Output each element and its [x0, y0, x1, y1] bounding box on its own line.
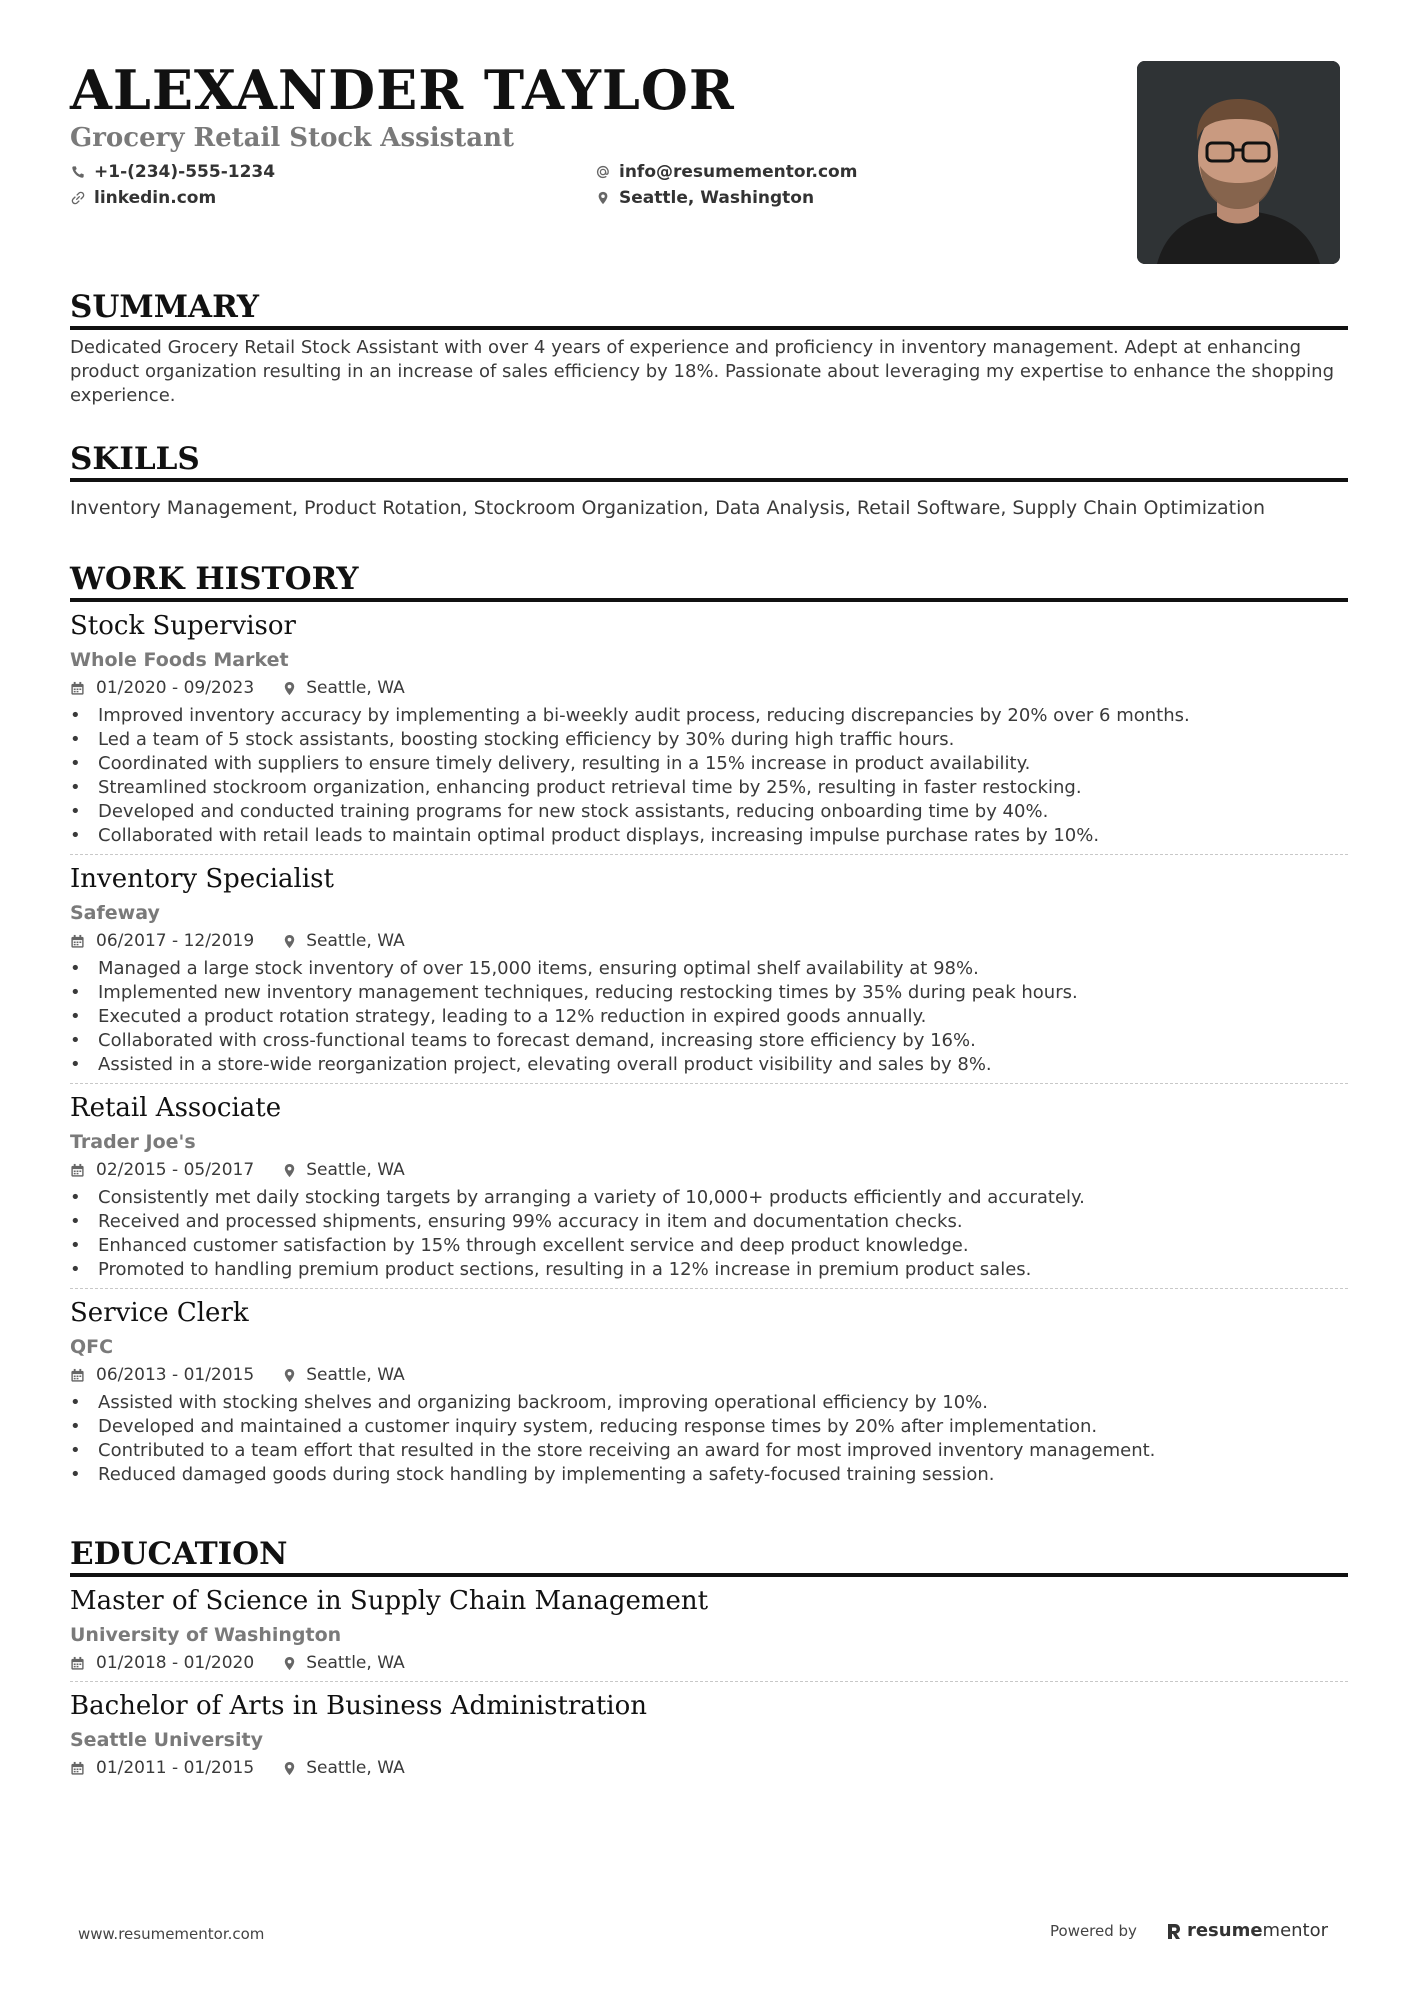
phone-text: +1-(234)-555-1234 [94, 162, 276, 182]
education-heading: EDUCATION [70, 1535, 1348, 1577]
company-name: Whole Foods Market [70, 649, 289, 671]
bullet-item: • Executed a product rotation strategy, leading to a 12% reduction in expired goods annually. [70, 1005, 1348, 1029]
location-pin-icon [282, 1655, 298, 1671]
bullet-item: • Implemented new inventory management techniques, reducing restocking times by 35% during peak hours. [70, 981, 1348, 1005]
contact-linkedin [70, 188, 595, 208]
skills-text: Inventory Management, Product Rotation, Stockroom Organization, Data Analysis, Retail Software, Supply Chain Optimization [70, 497, 1266, 519]
phone-icon [70, 164, 86, 180]
bullet-list [70, 957, 1348, 1077]
bullet-item: • Reduced damaged goods during stock handling by implementing a safety-focused training session. [70, 1463, 1348, 1487]
bullet-item: • Assisted with stocking shelves and organizing backroom, improving operational efficiency by 10%. [70, 1391, 1348, 1415]
summary-text: Dedicated Grocery Retail Stock Assistant with over 4 years of experience and proficiency in inventory management. Adept at enhancing product organization resulting in an increase of sales efficiency by 18%. Passionate about leveraging my expertise to enhance the shopping experience. [70, 337, 1335, 406]
date-range: 01/2020 - 09/2023 [96, 678, 255, 698]
contact-email [595, 162, 870, 182]
bullet-item: • Consistently met daily stocking targets by arranging a variety of 10,000+ products efficiently and accurately. [70, 1186, 1348, 1210]
bullet-item: • Received and processed shipments, ensuring 99% accuracy in item and documentation checks. [70, 1210, 1348, 1234]
calendar-icon [70, 1367, 86, 1383]
header [70, 58, 1348, 208]
degree-title: Master of Science in Supply Chain Management [70, 1586, 709, 1616]
education-entry [70, 1585, 1348, 1682]
date-range: 01/2011 - 01/2015 [96, 1758, 255, 1778]
location-text: Seattle, Washington [619, 188, 815, 208]
bullet-list [70, 1186, 1348, 1282]
job-title: Inventory Specialist [70, 864, 334, 894]
company-name: QFC [70, 1336, 114, 1358]
bullet-list [70, 1391, 1348, 1487]
calendar-icon [70, 1162, 86, 1178]
resume-page [70, 58, 1348, 1778]
work-history-heading: WORK HISTORY [70, 560, 1348, 602]
job-entry [70, 863, 1348, 1084]
skills-section [70, 440, 1348, 520]
location: Seattle, WA [306, 1160, 405, 1180]
contact-location [595, 188, 870, 208]
company-name: Safeway [70, 902, 160, 924]
email-text[interactable]: info@resumementor.com [619, 162, 858, 182]
calendar-icon [70, 1655, 86, 1671]
summary-heading: SUMMARY [70, 288, 1348, 330]
education-section [70, 1535, 1348, 1780]
bullet-item: • Developed and maintained a customer inquiry system, reducing response times by 20% after implementation. [70, 1415, 1348, 1439]
bullet-item: • Developed and conducted training programs for new stock assistants, reducing onboarding time by 40%. [70, 800, 1348, 824]
date-location-row [70, 1651, 1348, 1675]
education-entry [70, 1690, 1348, 1780]
job-entry [70, 610, 1348, 855]
footer-powered [1050, 1920, 1328, 1941]
bullet-item: • Coordinated with suppliers to ensure timely delivery, resulting in a 15% increase in product availability. [70, 752, 1348, 776]
work-history-section [70, 560, 1348, 1487]
education-divider [70, 1681, 1348, 1682]
location: Seattle, WA [306, 1758, 405, 1778]
calendar-icon [70, 680, 86, 696]
date-range: 06/2017 - 12/2019 [96, 931, 255, 951]
bullet-list [70, 704, 1348, 848]
summary-section [70, 288, 1348, 408]
education-list [70, 1585, 1348, 1780]
location-pin-icon [282, 1162, 298, 1178]
candidate-title: Grocery Retail Stock Assistant [70, 123, 515, 153]
company-name: Trader Joe's [70, 1131, 196, 1153]
powered-by-label: Powered by [1050, 1921, 1137, 1940]
date-range: 02/2015 - 05/2017 [96, 1160, 255, 1180]
bullet-item: • Managed a large stock inventory of over 15,000 items, ensuring optimal shelf availability at 98%. [70, 957, 1348, 981]
date-location-row [70, 676, 1348, 700]
footer-website[interactable]: www.resumementor.com [78, 1925, 265, 1943]
bullet-item: • Collaborated with cross-functional teams to forecast demand, increasing store efficiency by 16%. [70, 1029, 1348, 1053]
location: Seattle, WA [306, 1653, 405, 1673]
contact-phone [70, 162, 595, 182]
bullet-item: • Improved inventory accuracy by implementing a bi-weekly audit process, reducing discrepancies by 20% over 6 months. [70, 704, 1348, 728]
job-entry [70, 1297, 1348, 1487]
skills-heading: SKILLS [70, 440, 1348, 482]
job-title: Service Clerk [70, 1298, 249, 1328]
job-entry [70, 1092, 1348, 1289]
job-list [70, 610, 1348, 1487]
location: Seattle, WA [306, 1365, 405, 1385]
brand-logo [1167, 1920, 1328, 1941]
job-divider [70, 1288, 1348, 1289]
date-range: 06/2013 - 01/2015 [96, 1365, 255, 1385]
date-location-row [70, 1756, 1348, 1780]
brand-light: mentor [1262, 1920, 1329, 1941]
date-location-row [70, 1158, 1348, 1182]
contact-list [70, 162, 870, 208]
date-range: 01/2018 - 01/2020 [96, 1653, 255, 1673]
location: Seattle, WA [306, 678, 405, 698]
brand-mark-icon [1167, 1922, 1181, 1940]
date-location-row [70, 1363, 1348, 1387]
location-pin-icon [282, 1367, 298, 1383]
degree-title: Bachelor of Arts in Business Administration [70, 1691, 648, 1721]
at-icon [595, 164, 611, 180]
job-divider [70, 1083, 1348, 1084]
calendar-icon [70, 933, 86, 949]
brand-bold: resume [1186, 1920, 1263, 1941]
date-location-row [70, 929, 1348, 953]
job-title: Stock Supervisor [70, 611, 296, 641]
bullet-item: • Contributed to a team effort that resulted in the store receiving an award for most improved inventory management. [70, 1439, 1348, 1463]
bullet-item: • Enhanced customer satisfaction by 15% through excellent service and deep product knowledge. [70, 1234, 1348, 1258]
link-icon [70, 190, 86, 206]
candidate-name: ALEXANDER TAYLOR [70, 58, 735, 122]
school-name: University of Washington [70, 1624, 342, 1646]
bullet-item: • Assisted in a store-wide reorganization project, elevating overall product visibility and sales by 8%. [70, 1053, 1348, 1077]
bullet-item: • Led a team of 5 stock assistants, boosting stocking efficiency by 30% during high traffic hours. [70, 728, 1348, 752]
location: Seattle, WA [306, 931, 405, 951]
job-title: Retail Associate [70, 1093, 282, 1123]
bullet-item: • Collaborated with retail leads to maintain optimal product displays, increasing impulse purchase rates by 10%. [70, 824, 1348, 848]
bullet-item: • Streamlined stockroom organization, enhancing product retrieval time by 25%, resulting in faster restocking. [70, 776, 1348, 800]
calendar-icon [70, 1760, 86, 1776]
location-pin-icon [282, 1760, 298, 1776]
linkedin-text[interactable]: linkedin.com [94, 188, 217, 208]
location-pin-icon [282, 680, 298, 696]
location-pin-icon [282, 933, 298, 949]
bullet-item: • Promoted to handling premium product sections, resulting in a 12% increase in premium product sales. [70, 1258, 1348, 1282]
job-divider [70, 854, 1348, 855]
school-name: Seattle University [70, 1729, 263, 1751]
location-pin-icon [595, 190, 611, 206]
profile-photo [1137, 61, 1340, 264]
